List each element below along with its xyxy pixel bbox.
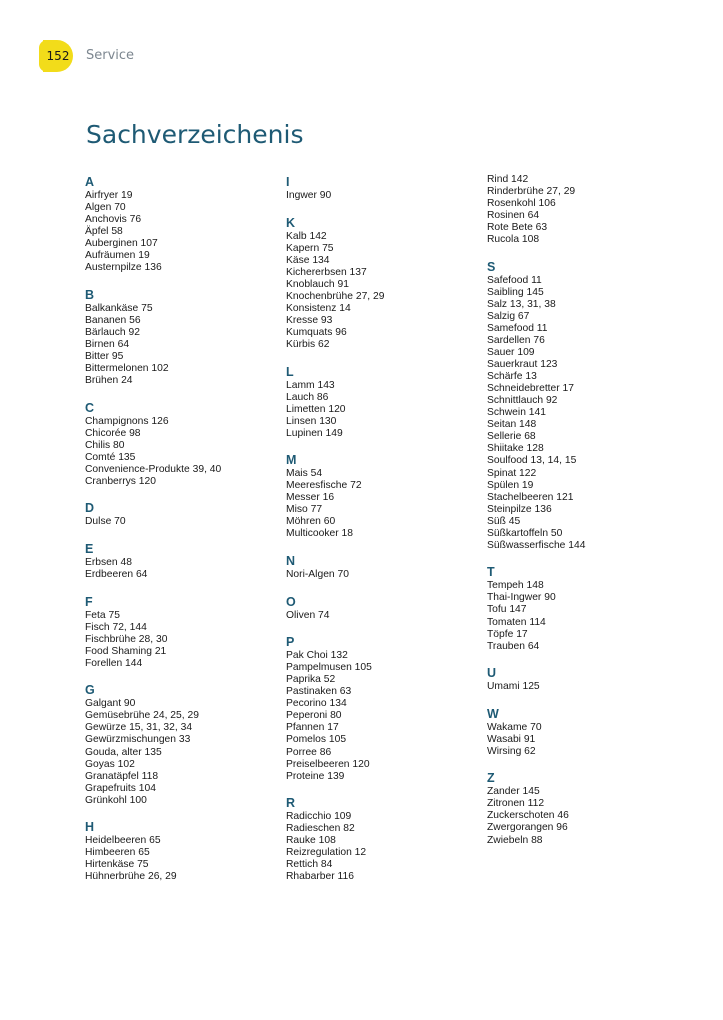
- index-entry: Goyas 102: [85, 758, 135, 770]
- index-group-s: [487, 260, 677, 552]
- page-number: 152: [46, 49, 70, 63]
- index-entry: Umami 125: [487, 681, 540, 693]
- index-entry: Wirsing 62: [487, 745, 536, 757]
- index-entry: Miso 77: [286, 504, 323, 516]
- index-entry: Convenience-Produkte 39, 40: [85, 463, 222, 475]
- index-entry: Zitronen 112: [487, 798, 545, 810]
- index-entry: Gewürze 15, 31, 32, 34: [85, 722, 193, 734]
- index-entry: Samefood 11: [487, 322, 548, 334]
- index-entry: Fisch 72, 144: [85, 621, 147, 633]
- index-entry: Zuckerschoten 46: [487, 810, 569, 822]
- index-entry: Rauke 108: [286, 835, 336, 847]
- index-entry: Schärfe 13: [487, 371, 537, 383]
- index-entry: Pak Choi 132: [286, 650, 348, 662]
- index-group-z: [487, 771, 677, 846]
- index-entry: Shiitake 128: [487, 443, 544, 455]
- index-group-continued: [487, 174, 677, 246]
- index-group-c: [85, 401, 275, 488]
- index-entry: Kalb 142: [286, 230, 327, 242]
- index-entry: Thai-Ingwer 90: [487, 592, 556, 604]
- index-letter-heading: N: [286, 554, 296, 569]
- index-entry: Gouda, alter 135: [85, 746, 162, 758]
- index-entry: Proteine 139: [286, 770, 345, 782]
- index-entry: Birnen 64: [85, 338, 130, 350]
- index-entry: Rosinen 64: [487, 210, 540, 222]
- index-entry: Safefood 11: [487, 274, 542, 286]
- index-entry: Mais 54: [286, 468, 323, 480]
- index-entry: Airfryer 19: [85, 190, 133, 201]
- index-letter-heading: B: [85, 287, 95, 302]
- index-letter-heading: F: [85, 594, 93, 609]
- index-entry: Bitter 95: [85, 351, 124, 363]
- index-entry: Lupinen 149: [286, 427, 343, 439]
- index-entry: Pampelmusen 105: [286, 662, 372, 674]
- index-entry: Sauer 109: [487, 347, 535, 359]
- index-entry: Sellerie 68: [487, 431, 536, 443]
- index-group-n: [286, 554, 476, 581]
- index-group-g: [85, 683, 275, 806]
- index-group-e: [85, 542, 275, 581]
- page-number-badge: [43, 40, 73, 72]
- index-entry: Erdbeeren 64: [85, 569, 148, 581]
- index-entry: Heidelbeeren 65: [85, 835, 161, 847]
- index-entry: Kichererbsen 137: [286, 266, 367, 278]
- index-entry: Limetten 120: [286, 403, 346, 415]
- index-entry: Spinat 122: [487, 467, 537, 479]
- index-entry: Chicorée 98: [85, 427, 141, 439]
- index-entry: Rosenkohl 106: [487, 198, 556, 210]
- index-entry: Pecorino 134: [286, 698, 347, 710]
- index-entry: Soulfood 13, 14, 15: [487, 455, 577, 467]
- index-group-o: [286, 595, 476, 622]
- index-letter-heading: I: [286, 175, 290, 189]
- index-entry: Bärlauch 92: [85, 326, 140, 338]
- index-entry: Rettich 84: [286, 859, 333, 871]
- index-entry: Tempeh 148: [487, 580, 544, 592]
- index-group-b: [85, 288, 275, 387]
- index-entry: Pastinaken 63: [286, 686, 352, 698]
- index-entry: Meeresfische 72: [286, 480, 362, 492]
- index-entry: Multicooker 18: [286, 528, 353, 540]
- index-entry: Trauben 64: [487, 640, 540, 652]
- index-entry: Süßwasserfische 144: [487, 539, 586, 551]
- index-entry: Möhren 60: [286, 516, 336, 528]
- index-entry: Food Shaming 21: [85, 645, 167, 657]
- index-entry: Zwergorangen 96: [487, 822, 568, 834]
- index-entry: Paprika 52: [286, 674, 336, 686]
- index-group-a: [85, 175, 275, 274]
- index-letter-heading: Z: [487, 771, 495, 786]
- index-entry: Lamm 143: [286, 379, 335, 391]
- index-entry: Pomelos 105: [286, 734, 347, 746]
- index-entry: Himbeeren 65: [85, 847, 150, 859]
- index-entry: Sardellen 76: [487, 335, 545, 347]
- index-entry: Äpfel 58: [85, 226, 123, 238]
- index-entry: Spülen 19: [487, 479, 534, 491]
- index-entry: Nori-Algen 70: [286, 569, 349, 581]
- index-entry: Oliven 74: [286, 609, 330, 621]
- index-letter-heading: W: [487, 706, 499, 721]
- index-entry: Fischbrühe 28, 30: [85, 633, 168, 645]
- index-letter-heading: G: [85, 683, 95, 698]
- index-group-t: [487, 565, 677, 652]
- index-entry: Pfannen 17: [286, 722, 339, 734]
- index-entry: Salzig 67: [487, 310, 530, 322]
- index-entry: Kürbis 62: [286, 338, 330, 350]
- index-column-3: [487, 174, 677, 860]
- index-entry: Granatäpfel 118: [85, 770, 159, 782]
- index-entry: Salz 13, 31, 38: [487, 298, 556, 310]
- index-entry: Rote Bete 63: [487, 222, 548, 234]
- index-entry: Reizregulation 12: [286, 847, 367, 859]
- index-entry: Cranberrys 120: [85, 475, 156, 487]
- index-entry: Lauch 86: [286, 391, 329, 403]
- index-entry: Grünkohl 100: [85, 794, 147, 806]
- index-entry: Schnittlauch 92: [487, 395, 558, 407]
- index-entry: Wakame 70: [487, 721, 542, 733]
- index-entry: Steinpilze 136: [487, 503, 552, 515]
- index-entry: Anchovis 76: [85, 214, 142, 226]
- index-entry: Schneidebretter 17: [487, 383, 575, 395]
- index-entry: Süß 45: [487, 515, 521, 527]
- index-letter-heading: L: [286, 364, 294, 379]
- index-letter-heading: S: [487, 259, 496, 274]
- index-entry: Stachelbeeren 121: [487, 491, 574, 503]
- index-entry: Erbsen 48: [85, 556, 132, 568]
- index-entry: Kumquats 96: [286, 326, 347, 338]
- index-entry: Töpfe 17: [487, 628, 528, 640]
- index-group-u: [487, 666, 677, 693]
- index-letter-heading: R: [286, 796, 296, 811]
- index-letter-heading: C: [85, 400, 95, 415]
- index-group-h: [85, 820, 275, 883]
- index-entry: Sauerkraut 123: [487, 359, 558, 371]
- index-entry: Käse 134: [286, 254, 330, 266]
- index-entry: Champignons 126: [85, 415, 169, 427]
- index-entry: Radieschen 82: [286, 823, 355, 835]
- index-entry: Rhabarber 116: [286, 871, 354, 883]
- index-entry: Wasabi 91: [487, 733, 536, 745]
- index-entry: Konsistenz 14: [286, 302, 351, 314]
- index-entry: Aufräumen 19: [85, 250, 150, 262]
- index-entry: Bittermelonen 102: [85, 363, 169, 375]
- index-entry: Schwein 141: [487, 407, 546, 419]
- index-group-m: [286, 453, 476, 540]
- index-entry: Rinderbrühe 27, 29: [487, 186, 576, 198]
- index-group-f: [85, 595, 275, 670]
- index-entry: Hirtenkäse 75: [85, 859, 149, 871]
- index-letter-heading: E: [85, 541, 94, 556]
- index-entry: Knoblauch 91: [286, 278, 349, 290]
- index-entry: Comté 135: [85, 451, 136, 463]
- index-letter-heading: D: [85, 501, 95, 516]
- index-entry: Rind 142: [487, 174, 529, 185]
- index-letter-heading: K: [286, 215, 296, 230]
- index-column-2: [286, 175, 476, 897]
- index-letter-heading: H: [85, 820, 95, 835]
- index-entry: Austernpilze 136: [85, 262, 162, 274]
- index-entry: Tofu 147: [487, 604, 527, 616]
- index-entry: Ingwer 90: [286, 190, 332, 201]
- index-letter-heading: T: [487, 565, 495, 580]
- index-entry: Radicchio 109: [286, 811, 352, 823]
- index-group-k: [286, 216, 476, 351]
- index-entry: Knochenbrühe 27, 29: [286, 290, 385, 302]
- index-entry: Brühen 24: [85, 375, 133, 387]
- index-entry: Süßkartoffeln 50: [487, 527, 563, 539]
- index-column-1: [85, 175, 275, 897]
- index-letter-heading: O: [286, 594, 296, 609]
- index-entry: Algen 70: [85, 202, 126, 214]
- index-entry: Balkankäse 75: [85, 302, 153, 314]
- index-entry: Seitan 148: [487, 419, 537, 431]
- index-entry: Auberginen 107: [85, 238, 158, 250]
- index-letter-heading: P: [286, 635, 295, 650]
- index-entry: Kapern 75: [286, 242, 334, 254]
- page-title: Sachverzeichenis: [86, 120, 304, 149]
- index-entry: Dulse 70: [85, 516, 126, 528]
- index-group-p: [286, 635, 476, 783]
- running-header-section: Service: [86, 48, 135, 63]
- index-group-i: [286, 175, 476, 202]
- index-entry: Linsen 130: [286, 415, 337, 427]
- index-group-d: [85, 501, 275, 528]
- index-entry: Grapefruits 104: [85, 782, 156, 794]
- index-entry: Saibling 145: [487, 286, 544, 298]
- index-group-w: [487, 707, 677, 758]
- index-entry: Zwiebeln 88: [487, 834, 543, 846]
- index-entry: Gemüsebrühe 24, 25, 29: [85, 710, 199, 722]
- index-entry: Forellen 144: [85, 657, 143, 669]
- index-entry: Messer 16: [286, 492, 335, 504]
- index-entry: Bananen 56: [85, 314, 141, 326]
- index-letter-heading: M: [286, 453, 297, 468]
- index-entry: Preiselbeeren 120: [286, 758, 370, 770]
- index-entry: Peperoni 80: [286, 710, 342, 722]
- index-entry: Kresse 93: [286, 314, 333, 326]
- index-group-l: [286, 365, 476, 440]
- index-entry: Gewürzmischungen 33: [85, 734, 191, 746]
- index-entry: Zander 145: [487, 786, 540, 798]
- index-letter-heading: U: [487, 666, 497, 681]
- index-entry: Hühnerbrühe 26, 29: [85, 871, 177, 883]
- index-entry: Porree 86: [286, 746, 332, 758]
- index-entry: Tomaten 114: [487, 616, 546, 628]
- index-entry: Chilis 80: [85, 439, 125, 451]
- index-letter-heading: A: [85, 175, 95, 189]
- index-entry: Feta 75: [85, 609, 120, 621]
- index-group-r: [286, 796, 476, 883]
- index-entry: Rucola 108: [487, 234, 540, 246]
- index-entry: Galgant 90: [85, 698, 136, 710]
